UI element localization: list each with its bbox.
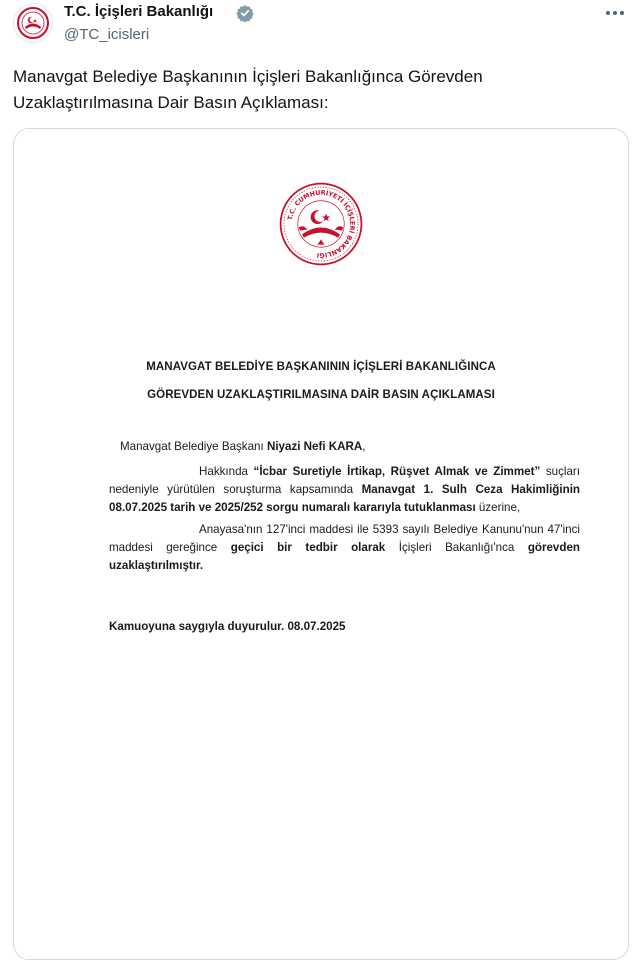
document-paragraph-2: Anayasa'nın 127'inci maddesi ile 5393 sayılı Belediye Kanunu'nun 47'inci maddesi gereğince geçici bir tedbir olarak İçişleri Bakanlığı'nca görevden uzaklaştırılmıştır. [109,523,580,572]
avatar[interactable] [13,3,53,43]
document-addressee: Manavgat Belediye Başkanı Niyazi Nefi KARA, [120,440,366,453]
tweet-text: Manavgat Belediye Başkanının İçişleri Bakanlığınca Görevden Uzaklaştırılmasına Dair Basın Açıklaması: [13,67,483,112]
ministry-seal-icon [278,181,364,267]
mayor-name: Niyazi Nefi KARA [266,440,363,453]
document-heading-line-2: GÖREVDEN UZAKLAŞTIRILMASINA DAİR BASIN AÇIKLAMASI [147,389,495,401]
seal-text: T.C. CUMHURİYETİ İÇİŞLERİ BAKANLIĞI [287,189,356,259]
author-handle[interactable]: @TC_icisleri [64,26,150,43]
document-heading-line-1: MANAVGAT BELEDİYE BAŞKANININ İÇİŞLERİ BAKANLIĞINCA [146,361,496,373]
document-closing: Kamuoyuna saygıyla duyurulur. 08.07.2025 [109,620,346,633]
media-card[interactable] [13,128,629,960]
svg-text:T.C. CUMHURİYETİ İÇİŞLERİ BAKA [287,188,356,260]
more-options-icon[interactable] [604,6,626,20]
document-image [14,129,628,959]
author-name[interactable]: T.C. İçişleri Bakanlığı [64,3,214,20]
document-paragraph-1: Hakkında “İcbar Suretiyle İrtikap, Rüşvet Almak ve Zimmet” suçları nedeniyle yürütülen soruşturma kapsamında Manavgat 1. Sulh Ceza Hakimliğinin 08.07.2025 tarih ve 2025/252 sorgu numaralı kararıyla tutuklanması üzerine, [109,465,580,514]
verified-badge-icon [236,4,254,22]
ministry-logo-icon [16,6,50,40]
